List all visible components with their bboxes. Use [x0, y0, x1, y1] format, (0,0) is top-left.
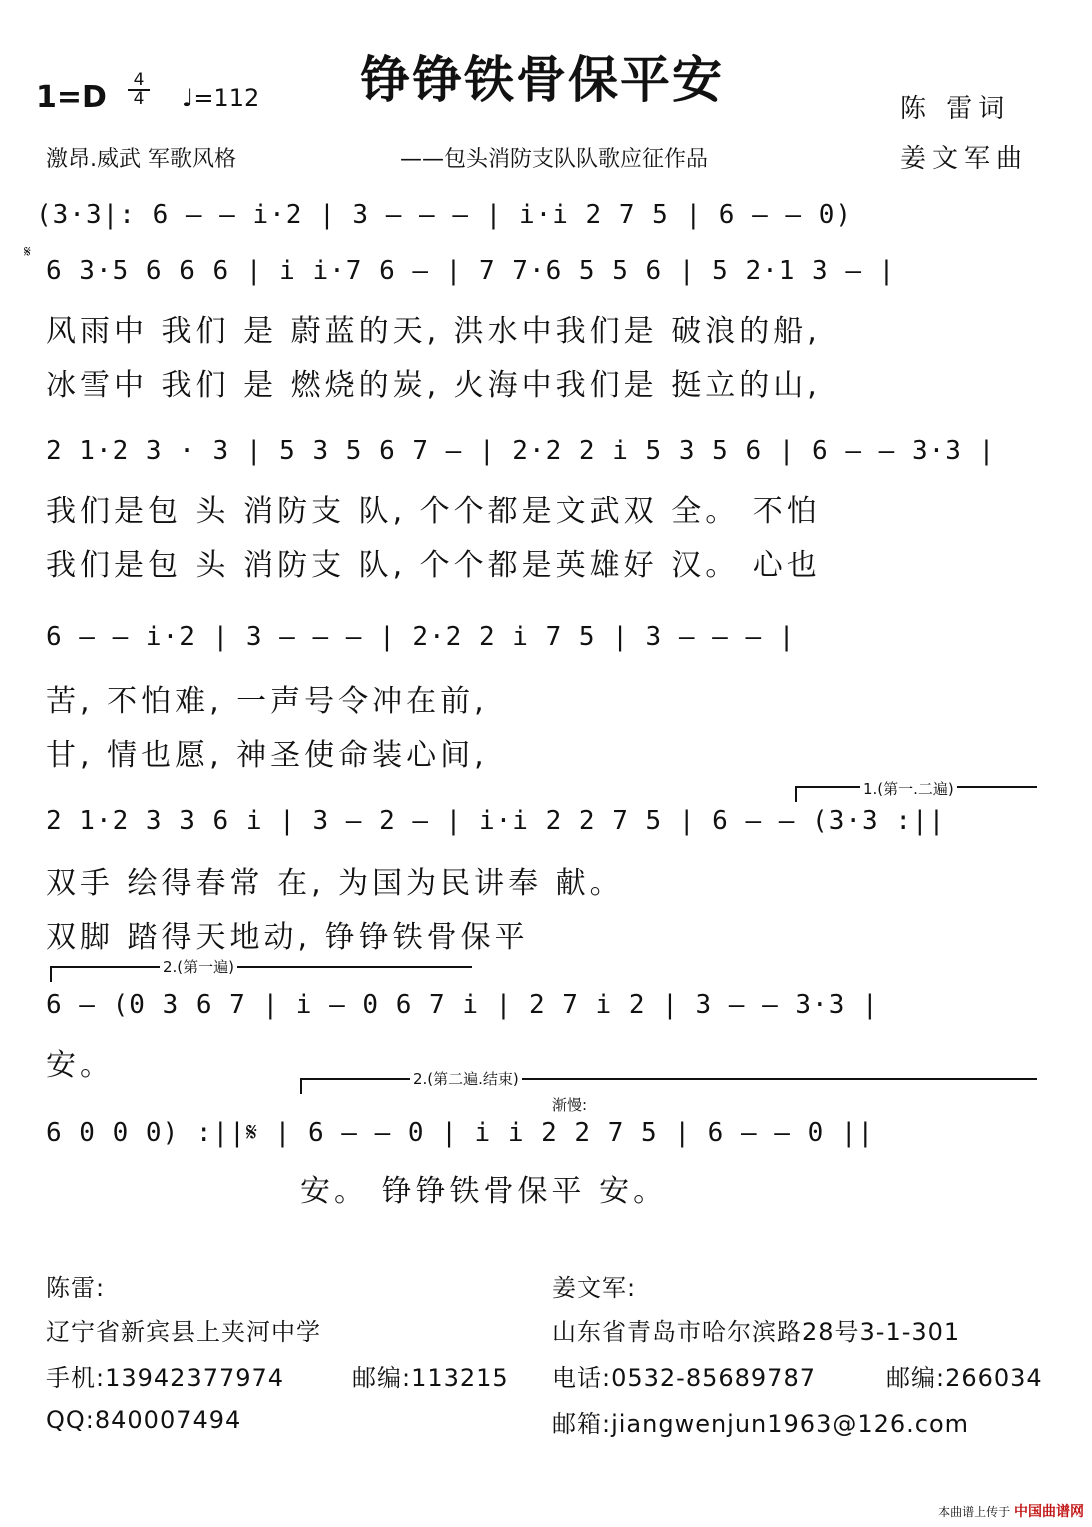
meter-bottom: 4: [133, 89, 145, 109]
volta-label-3: 2.(第二遍.结束): [410, 1068, 522, 1089]
line4-lyric-verse2: 双脚 踏得天地动, 铮铮铁骨保平: [46, 920, 529, 955]
line5-lyric: 安。: [46, 1048, 114, 1083]
tempo-marking: ♩=112: [182, 84, 260, 112]
line3-lyric-verse1: 苦, 不怕难, 一声号令冲在前,: [46, 684, 488, 719]
song-title: 铮铮铁骨保平安: [360, 51, 724, 109]
time-signature: [128, 72, 150, 108]
intro-notes: (3·3|: 6 — — i·2 | 3 — — — | i·i 2 7 5 | 6 — — 0): [36, 200, 853, 230]
volta-bracket-2: [50, 966, 472, 982]
lyricist-credit: 陈 雷词: [900, 94, 1011, 124]
lyricist-postcode: 邮编:113215: [352, 1364, 509, 1392]
lyricist-contact-name: 陈雷:: [46, 1274, 106, 1302]
site-logo-text: 中国曲谱网: [1014, 1504, 1084, 1520]
composer-credit: 姜文军曲: [900, 144, 1029, 174]
volta-label-1: 1.(第一.二遍): [860, 778, 957, 799]
composer-contact-name: 姜文军:: [552, 1274, 637, 1302]
lyricist-phone: 手机:13942377974: [46, 1364, 285, 1392]
line2-lyric-verse2: 我们是包 头 消防支 队, 个个都是英雄好 汉。 心也: [46, 548, 821, 583]
line3-lyric-verse2: 甘, 情也愿, 神圣使命装心间,: [46, 738, 488, 773]
line4-lyric-verse1: 双手 绘得春常 在, 为国为民讲奉 献。: [46, 866, 624, 901]
line1-notes: 6 3·5 6 6 6 | i i·7 6 — | 7 7·6 5 5 6 | 5 2·1 3 — |: [46, 256, 896, 286]
ritardando-marking: 渐慢:: [552, 1096, 588, 1114]
composer-postcode: 邮编:266034: [886, 1364, 1043, 1392]
upload-footer: [938, 1501, 1084, 1521]
volta-label-2: 2.(第一遍): [160, 956, 237, 977]
lyricist-qq: QQ:840007494: [46, 1406, 242, 1434]
line6-lyric: 安。 铮铮铁骨保平 安。: [300, 1174, 668, 1209]
line3-notes: 6 — — i·2 | 3 — — — | 2·2 2 i 7 5 | 3 — — — |: [46, 622, 796, 652]
style-marking: 激昂.威武 军歌风格: [46, 147, 236, 172]
line5-notes: 6 — (0 3 6 7 | i — 0 6 7 i | 2 7 i 2 | 3 — — 3·3 |: [46, 990, 879, 1020]
line1-lyric-verse2: 冰雪中 我们 是 燃烧的炭, 火海中我们是 挺立的山,: [46, 368, 821, 403]
meter-top: 4: [133, 70, 145, 90]
line2-notes: 2 1·2 3 · 3 | 5 3 5 6 7 — | 2·2 2 i 5 3 5 6 | 6 — — 3·3 |: [46, 436, 996, 466]
subtitle: ——包头消防支队队歌应征作品: [400, 147, 709, 172]
line2-lyric-verse1: 我们是包 头 消防支 队, 个个都是文武双 全。 不怕: [46, 494, 821, 529]
composer-email: 邮箱:jiangwenjun1963@126.com: [552, 1410, 970, 1438]
lyricist-address: 辽宁省新宾县上夹河中学: [46, 1318, 321, 1346]
composer-phone: 电话:0532-85689787: [552, 1364, 816, 1392]
key-signature: 1=D: [36, 80, 107, 115]
line4-notes: 2 1·2 3 3 6 i | 3 — 2 — | i·i 2 2 7 5 | 6 — — (3·3 :||: [46, 806, 946, 836]
segno-icon: 𝄋: [24, 242, 31, 261]
line1-lyric-verse1: 风雨中 我们 是 蔚蓝的天, 洪水中我们是 破浪的船,: [46, 314, 821, 349]
composer-address: 山东省青岛市哈尔滨路28号3-1-301: [552, 1318, 961, 1346]
line6-notes: 6 0 0 0) :||𝄋 | 6 — — 0 | i i 2 2 7 5 | 6 — — 0 ||: [46, 1118, 875, 1148]
upload-text: 本曲谱上传于: [938, 1505, 1011, 1519]
